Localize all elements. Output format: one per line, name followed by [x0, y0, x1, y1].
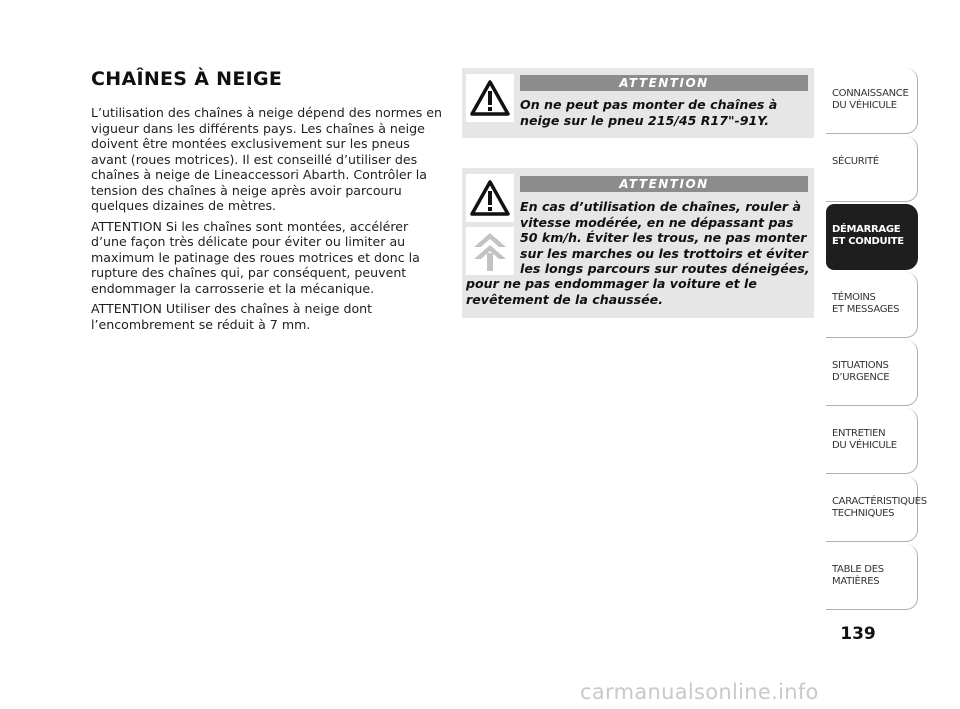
- warning-box: [462, 168, 814, 318]
- warning-text: On ne peut pas monter de chaînes à neige sur le pneu 215/45 R17"-91Y.: [520, 97, 778, 128]
- page-number: 139: [840, 624, 876, 644]
- paragraph: ATTENTION Utiliser des chaînes à neige dont l’encombrement se réduit à 7 mm.: [91, 301, 373, 332]
- watermark: carmanualsonline.info: [580, 680, 819, 704]
- tab-temoins[interactable]: TÉMOINS ET MESSAGES: [826, 272, 918, 338]
- road-icon: [466, 227, 514, 275]
- tab-entretien[interactable]: ENTRETIEN DU VÉHICULE: [826, 408, 918, 474]
- paragraph: L’utilisation des chaînes à neige dépend des normes en vigueur dans les différents pays. Les chaînes à neige doivent être montées exclusivement sur les pneus avant (roues motrices). Il est conseillé d’utiliser des chaînes à neige de Lineaccessori Abarth. Contrôler la tension des chaînes à neige après avoir parcouru quelques dizaines de mètres.: [91, 105, 442, 213]
- warning-text-continued: pour ne pas endommager la voiture et le revêtement de la chaussée.: [466, 276, 757, 307]
- warning-box: [462, 68, 814, 138]
- body-text: [91, 105, 443, 337]
- paragraph: ATTENTION Si les chaînes sont montées, accélérer d’une façon très délicate pour éviter ou limiter au maximum le patinage des roues motrices et donc la rupture des chaînes qui, par conséquent, peuvent endommager la carrosserie et la mécanique.: [91, 218, 420, 296]
- warning-label: ATTENTION: [520, 176, 808, 192]
- tab-situations[interactable]: SITUATIONS D’URGENCE: [826, 340, 918, 406]
- tab-connaissance[interactable]: CONNAISSANCE DU VÉHICULE: [826, 68, 918, 134]
- tab-demarrage[interactable]: DÉMARRAGE ET CONDUITE: [826, 204, 918, 270]
- tab-table-matieres[interactable]: TABLE DES MATIÈRES: [826, 544, 918, 610]
- warning-triangle-icon: [466, 74, 514, 122]
- warning-triangle-icon: [466, 174, 514, 222]
- section-title: CHAÎNES À NEIGE: [91, 68, 283, 90]
- tab-caracteristiques[interactable]: CARACTÉRISTIQUES TECHNIQUES: [826, 476, 918, 542]
- tab-securite[interactable]: SÉCURITÉ: [826, 136, 918, 202]
- chapter-tabs: [826, 68, 927, 612]
- warning-text: En cas d’utilisation de chaînes, rouler à vitesse modérée, en ne dépassant pas 50 km/h. Éviter les trous, ne pas monter sur les marches ou les trottoirs et éviter les longs parcours sur routes déneigées,: [520, 199, 810, 276]
- warning-label: ATTENTION: [520, 75, 808, 91]
